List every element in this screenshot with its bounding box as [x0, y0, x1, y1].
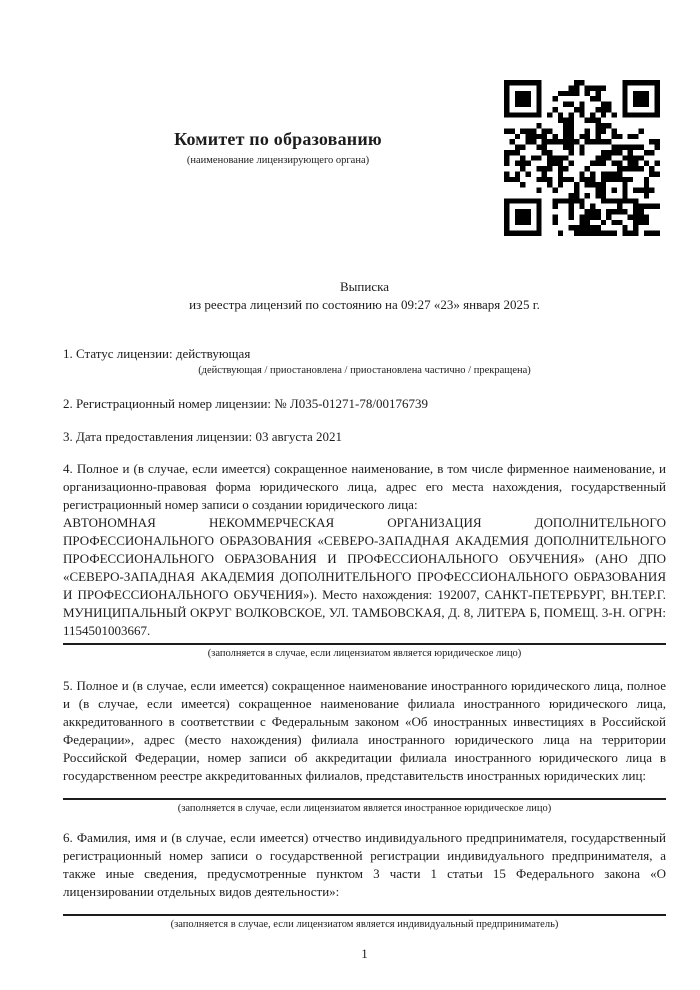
license-status-caption: (действующая / приостановлена / приостановлена частично / прекращена) — [198, 365, 531, 376]
licensing-authority-name: Комитет по образованию — [174, 129, 382, 149]
foreign-entity-fill-line — [63, 798, 666, 800]
legal-entity-fill-line — [63, 643, 666, 645]
document-title-line1: Выписка — [340, 279, 389, 294]
legal-entity-caption: (заполняется в случае, если лицензиатом является юридическое лицо) — [207, 648, 522, 659]
document-body — [63, 278, 666, 963]
legal-entity-value: АВТОНОМНАЯ НЕКОММЕРЧЕСКАЯ ОРГАНИЗАЦИЯ ДОПОЛНИТЕЛЬНОГО ПРОФЕССИОНАЛЬНОГО ОБРАЗОВАНИЯ «СЕВЕРО-ЗАПАДНАЯ АКАДЕМИЯ ДОПОЛНИТЕЛЬНОГО ПРОФЕССИОНАЛЬНОГО ОБРАЗОВАНИЯ И ПРОФЕССИОНАЛЬНОГО ОБУЧЕНИЯ» (АНО ДПО «СЕВЕРО-ЗАПАДНАЯ АКАДЕМИЯ ДОПОЛНИТЕЛЬНОГО ПРОФЕССИОНАЛЬНОГО ОБРАЗОВАНИЯ И ПРОФЕССИОНАЛЬНОГО ОБУЧЕНИЯ»). Место нахождения: 192007, САНКТ-ПЕТЕРБУРГ, ВН.ТЕР.Г. МУНИЦИПАЛЬНЫЙ ОКРУГ ВОЛКОВСКОЕ, УЛ. ТАМБОВСКАЯ, Д. 8, ЛИТЕРА Б, ПОМЕЩ. 3-Н. ОГРН: 1154501003667. — [63, 515, 666, 638]
qr-code-icon — [504, 80, 660, 236]
item-registration-number: 2. Регистрационный номер лицензии: № Л035-01271-78/00176739 — [63, 396, 429, 411]
item-legal-entity — [63, 460, 666, 640]
entrepreneur-caption: (заполняется в случае, если лицензиатом является индивидуальный предприниматель) — [170, 919, 559, 930]
page-number: 1 — [361, 946, 368, 961]
item-grant-date: 3. Дата предоставления лицензии: 03 августа 2021 — [63, 429, 343, 444]
document-title-line2: из реестра лицензий по состоянию на 09:27 «23» января 2025 г. — [189, 297, 540, 312]
entrepreneur-fill-line — [63, 914, 666, 916]
licensing-authority-caption: (наименование лицензирующего органа) — [186, 155, 370, 166]
item-license-status: 1. Статус лицензии: действующая — [63, 346, 251, 361]
document-title — [63, 278, 666, 314]
licensing-authority-header — [63, 129, 493, 166]
item-foreign-entity: 5. Полное и (в случае, если имеется) сокращенное наименование иностранного юридического лица, полное и (в случае, если имеется) сокращенное наименование филиала иностранного юридического лица, аккредитованного в соответствии с Федеральным законом «Об иностранных инвестициях в Российской Федерации», адрес (место нахождения) филиала иностранного юридического лица на территории Российской Федерации, номер записи об аккредитации филиала иностранного юридического лица в государственном реестре аккредитованных филиалов, представительств иностранных юридических лиц: — [63, 678, 666, 783]
foreign-entity-caption: (заполняется в случае, если лицензиатом является иностранное юридическое лицо) — [177, 803, 552, 814]
legal-entity-label: 4. Полное и (в случае, если имеется) сокращенное наименование, в том числе фирменное наименование, и организационно-правовая форма юридического лица, адрес его места нахождения, государственный регистрационный номер записи о создании юридического лица: — [63, 461, 666, 512]
item-entrepreneur: 6. Фамилия, имя и (в случае, если имеется) отчество индивидуального предпринимателя, государственный регистрационный номер записи о государственной регистрации индивидуального предпринимателя, а также иные сведения, предусмотренные пунктом 3 части 1 статьи 15 Федерального закона «О лицензировании отдельных видов деятельности»: — [63, 830, 666, 899]
